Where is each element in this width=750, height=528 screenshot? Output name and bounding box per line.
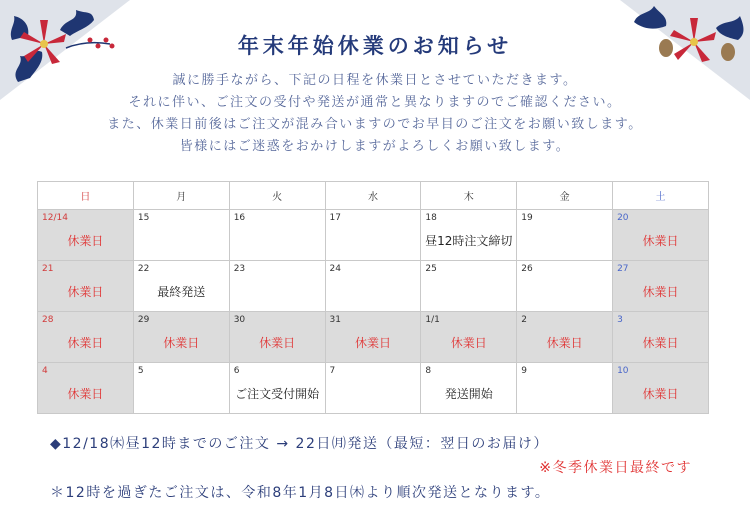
day-number: 19 — [521, 213, 533, 223]
weekday-sun: 日 — [38, 182, 134, 210]
day-number: 30 — [233, 315, 246, 325]
calendar-day-cell — [325, 261, 421, 312]
holiday-label: 休業日 — [642, 285, 679, 299]
calendar-day-cell — [229, 363, 325, 414]
day-number: 24 — [329, 264, 341, 274]
calendar-day-cell — [38, 210, 134, 261]
day-number: 20 — [617, 213, 629, 223]
calendar-day-cell — [38, 363, 134, 414]
calendar-day-cell — [517, 312, 613, 363]
calendar-day-cell — [517, 210, 613, 261]
holiday-label: 休業日 — [642, 234, 679, 248]
last-shipping-note: ※冬季休業日最終です — [539, 460, 692, 476]
day-number: 25 — [425, 264, 437, 274]
order-deadline-note: ◆12/18㈭昼12時までのご注文 → 22日㈪発送（最短：翌日のお届け） — [50, 436, 549, 452]
day-number: 2 — [521, 315, 527, 325]
weekday-sat: 土 — [613, 182, 709, 210]
calendar-day-cell — [517, 363, 613, 414]
page-title: 年末年始休業のお知らせ — [237, 34, 513, 58]
weekday-mon: 月 — [133, 182, 229, 210]
calendar-day-cell — [133, 363, 229, 414]
holiday-label: 休業日 — [67, 234, 104, 248]
calendar-day-cell — [325, 210, 421, 261]
intro-line: 誠に勝手ながら、下記の日程を休業日とさせていただきます。 — [172, 73, 578, 88]
calendar-day-cell — [421, 261, 517, 312]
holiday-label: 休業日 — [546, 336, 583, 350]
day-number: 21 — [42, 264, 54, 274]
day-number: 10 — [617, 366, 629, 376]
calendar-week-row — [38, 261, 709, 312]
calendar-day-cell — [229, 261, 325, 312]
weekday-header-row — [38, 182, 709, 210]
day-number: 26 — [521, 264, 533, 274]
day-number: 18 — [425, 213, 437, 223]
calendar-day-cell — [38, 261, 134, 312]
intro-line: それに伴い、ご注文の受付や発送が通常と異なりますのでご確認ください。 — [128, 95, 622, 110]
calendar-day-cell — [421, 210, 517, 261]
calendar-day-cell — [613, 363, 709, 414]
calendar-day-cell — [517, 261, 613, 312]
day-number: 15 — [137, 213, 150, 223]
intro-text — [0, 70, 750, 158]
calendar-day-cell — [421, 312, 517, 363]
calendar-week-row — [38, 210, 709, 261]
intro-line: また、休業日前後はご注文が混み合いますのでお早目のご注文をお願い致します。 — [107, 117, 643, 132]
day-number: 6 — [233, 366, 240, 376]
day-number: 23 — [233, 264, 246, 274]
holiday-label: 休業日 — [67, 387, 104, 401]
day-number: 12/14 — [42, 213, 68, 223]
calendar-day-cell — [325, 363, 421, 414]
calendar-day-cell — [325, 312, 421, 363]
weekday-tue: 火 — [229, 182, 325, 210]
calendar-day-cell — [421, 363, 517, 414]
calendar-day-cell — [133, 312, 229, 363]
intro-line: 皆様にはご迷惑をおかけしますがよろしくお願い致します。 — [179, 139, 571, 154]
day-note: ご注文受付開始 — [235, 387, 320, 401]
holiday-label: 休業日 — [163, 336, 200, 350]
calendar-day-cell — [229, 312, 325, 363]
day-number: 8 — [425, 366, 432, 376]
day-number: 1/1 — [425, 315, 440, 325]
calendar-day-cell — [613, 210, 709, 261]
day-number: 5 — [137, 366, 144, 376]
day-number: 7 — [329, 366, 336, 376]
day-number: 27 — [617, 264, 629, 274]
holiday-calendar — [37, 181, 709, 414]
day-number: 31 — [329, 315, 341, 325]
holiday-label: 休業日 — [354, 336, 391, 350]
day-number: 9 — [521, 366, 527, 376]
calendar-week-row — [38, 312, 709, 363]
calendar-day-cell — [229, 210, 325, 261]
day-number: 22 — [137, 264, 150, 274]
day-number: 4 — [42, 366, 48, 376]
weekday-thu: 木 — [421, 182, 517, 210]
day-number: 16 — [233, 213, 246, 223]
holiday-label: 休業日 — [450, 336, 487, 350]
late-order-note: ＊12時を過ぎたご注文は、令和8年1月8日㈭より順次発送となります。 — [50, 485, 551, 501]
day-note: 昼12時注文締切 — [425, 234, 513, 248]
holiday-label: 休業日 — [67, 285, 104, 299]
weekday-fri: 金 — [517, 182, 613, 210]
day-number: 29 — [137, 315, 150, 325]
calendar-week-row — [38, 363, 709, 414]
day-number: 17 — [329, 213, 341, 223]
day-number: 28 — [42, 315, 54, 325]
calendar-day-cell — [38, 312, 134, 363]
holiday-label: 休業日 — [67, 336, 104, 350]
holiday-label: 休業日 — [259, 336, 296, 350]
day-note: 発送開始 — [444, 387, 493, 401]
calendar-day-cell — [133, 261, 229, 312]
day-note: 最終発送 — [157, 285, 206, 299]
calendar-day-cell — [613, 261, 709, 312]
day-number: 3 — [617, 315, 623, 325]
holiday-label: 休業日 — [642, 387, 679, 401]
calendar-day-cell — [133, 210, 229, 261]
calendar-day-cell — [613, 312, 709, 363]
weekday-wed: 水 — [325, 182, 421, 210]
holiday-label: 休業日 — [642, 336, 679, 350]
